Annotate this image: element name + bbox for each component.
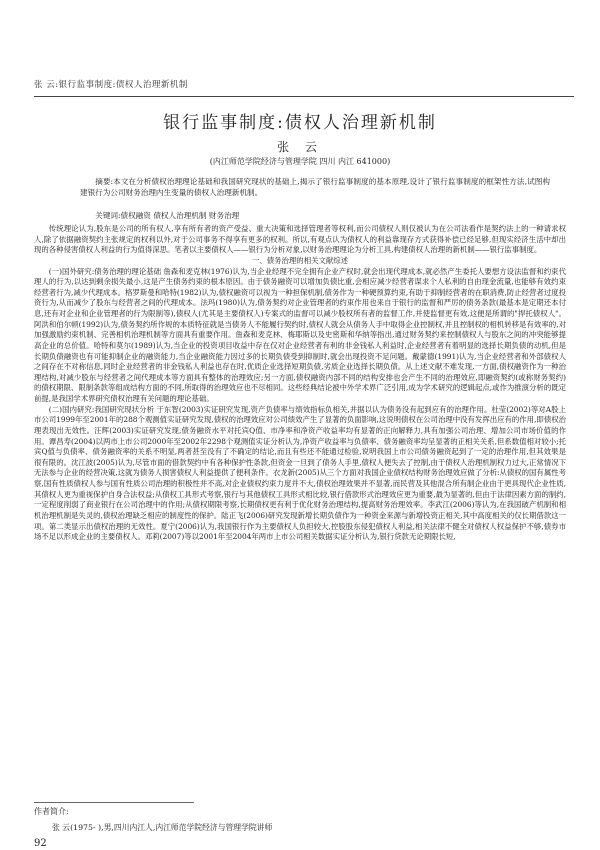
footnote-label: 作者简介: bbox=[34, 807, 69, 816]
header-rule bbox=[34, 96, 574, 97]
body-text bbox=[34, 224, 566, 543]
body-paragraph: (一)国外研究:债务治理的理论基础 詹森和麦克林(1976)认为,当企业经理不完全拥有企业产权时,就会出现代理成本,就必然产生委托人要想方设法监督和约束代理人的行为,以达到剩余损失最小,这是产生债务约束的根本原因。由于债务融资可以增加负债比重,会相应减少经营者谋求个人私利的自由现金流量,也能够有效约束经营者行为,减少代理成本。格罗斯曼和哈特(1982)认为,债权融资可以视为一种担保机制,债务作为一种硬预算约束,有助于抑制经营者的在职消费,防止经营者过度投资行为,从而减少了股东与经营者之间的代理成本。法玛(1980)认为,债务契约对企业管理者的约束作用也来自于银行的监督和严厉的债务条款(最基本是定期还本付息,还有对企业和企业管理者的行为限制等),债权人(尤其是主要债权人)专案式的监督可以减少股权所有者的监督工作,并使监督更有效,这便是所谓的"捍托债权人"。阿洪和伯尔顿(1992)认为,债务契约所作规的本质特征就是当债务人不能履行契约时,债权人就会从债务人手中取得企业控制权,并且控制权的相机转移是有效率的,对加强激励约束机制、完善相机治理机制等方面具有重要作用。詹森和麦克林、梅耶斯以及史密斯和华纳等指出,通过财务契约来控制债权人与股东之间的冲突能够提高企业的总价值。哈特和莫尔(1989)认为,当企业的投资项目收益中存在仅对企业经营者有利的非金钱私人利益时,企业经营者有着明显的选择长期负债的动机,但是长期负债融资也有可能抑制企业的融资能力,当企业融资能力因过多的长期负债受到抑制时,就会出现投资不足问题。戴蒙德(1991)认为,当企业经营者和外部债权人之间存在不对称信息,同时企业经营者的非金钱私人利益也存在时,优质企业选择短期负债,劣质企业选择长期负债。从上述文献不难发现,一方面,债权融资作为一种治理结构,对减少股东与经营者之间代理成本等方面具有整体的治理效应;另一方面,债权融资内部不同的结构安排也会产生不同的治理效应,即融资契约(或称财务契约)的债权期限、限制条款等组成结构方面的不同,所取得的治理效应也不尽相同。这些经典结论被中外学术界广泛引用,成为学术研究的逻辑起点,或作为推演分析的既定前提,是我国学术界研究债权治理有关问题的理论基础。 bbox=[34, 266, 566, 403]
article-title: 银行监事制度:债权人治理新机制 bbox=[163, 113, 437, 133]
footnote-rule bbox=[34, 802, 194, 803]
page-number: 92 bbox=[34, 838, 47, 849]
body-paragraph: (二)国内研究:我国研究现状分析 于东智(2003)实证研究发现,资产负债率与绩效指标负相关,并据以认为债务没有起到应有的治理作用。杜莹(2002)等对A股上市公司1999年至2001年的288个观测值实证研究发现,债权的治理效应对公司绩效产生了显著的负面影响,这说明债权在公司治理中没有发挥出应有的作用,即债权治理表现出无效性。汪辉(2003)实证研究发现,债务融资水平对托宾Q值、市净率和净资产收益率均有显著的正向解释力,具有加强公司治理、增加公司市场价值的作用。谭昌寿(2004)以两市上市公司2000年至2002年2298个观测值实证分析认为,净资产收益率与负债率、债务融资率均呈显著的正相关关系,但系数值相对较小;托宾Q值与负债率、债务融资率的关系不明显,两者甚至没有了不确定的结论,而且有些还不能通过检验,说明我国上市公司债务融资起到了一定的治理作用,但其效果是很有限的。沈江波(2005)认为,尽管市面的借款契约中有各种保护性条款,但资金一旦到了债务人手里,债权人便失去了控制,由于债权人治理机制权力过大,正常情况下无法参与企业的经营决策,这就为债务人损害债权人利益提供了便利条件。衣龙新(2005)从三个方面对我国企业债权结构财务治理效应做了分析:从债权的国有属性考察,国有性质债权人参与国有性质公司治理的积极性并不高,对企业债权约束力度并不大,债权治理效果并不显著,而民营及其他混合所有制企业由于更具现代企业性质,其债权人更为重视保护自身合法权益;从债权工具形式考察,银行与其他债权工具形式相比较,银行借款形式治理效应更为重要,最为显著的,但由于法律因素方面的制约,一定程度削弱了商业银行在公司治理中的作用;从债权期限考察,长期债权更有利于优化财务治理结构,提高财务治理效率。李武江(2006)等认为,在我国破产机制和相机治理机制是失灵的,债权治理缺乏相应的制度性的保护。陆正飞(2006)研究发现新增长期负债作为一种资金来源与新增投资正相关,其中高度相关的仅长期借款这一项。第二类显示出债权治理的无效性。夏宁(2006)认为,我国银行作为主要债权人负担较大,控股股东侵犯债权人利益,相关法律不健全对债权人权益保护不够,债券市场不足以形成企业的主要债权人。邓莉(2007)等以2001年至2004年两市上市公司相关数据实证分析认为,银行贷款无论期限长短, bbox=[34, 404, 566, 542]
running-head: 张 云:银行监事制度:债权人治理新机制 bbox=[34, 80, 188, 90]
author-affiliation: (内江师范学院经济与管理学院 四川 内江 641000) bbox=[209, 157, 391, 166]
intro-paragraph: 传统理论认为,股东是公司的所有权人,享有所有者的资产受益、重大决策和选择管理者等权利,而公司债权人则仅被认为在公司法看作是契约法上的一种请求权人,除了依据融资契约主张规定的权利以外,对于公司事务不得享有更多的权利。所以,有观点认为债权人的利益靠现存方式获得补偿已经足够,但现实经济生活中却出现的各种侵害债权人利益的行为值得深思。笔者以主要债权人——银行为分析对象,以财务治理理论为分析工具,构建债权人治理的新机制——银行监事制度。 bbox=[34, 224, 566, 255]
author-name: 张 云 bbox=[277, 140, 323, 154]
footnote-text: 张 云(1975- ),男,四川内江人,内江师范学院经济与管理学院讲师 bbox=[52, 823, 273, 832]
keywords: 关键词:债权融资 债权人治理机制 财务治理 bbox=[95, 211, 240, 220]
abstract: 摘要:本文在分析债权治理理论基础和我国研究现状的基础上,揭示了银行监事制度的基本原理,设计了银行监事制度的框架性方法,试图构建银行为公司财务治理内生变量的债权人治理新机制。 bbox=[80, 177, 550, 197]
section-heading: 一、债务治理的相关文献综述 bbox=[251, 255, 349, 265]
